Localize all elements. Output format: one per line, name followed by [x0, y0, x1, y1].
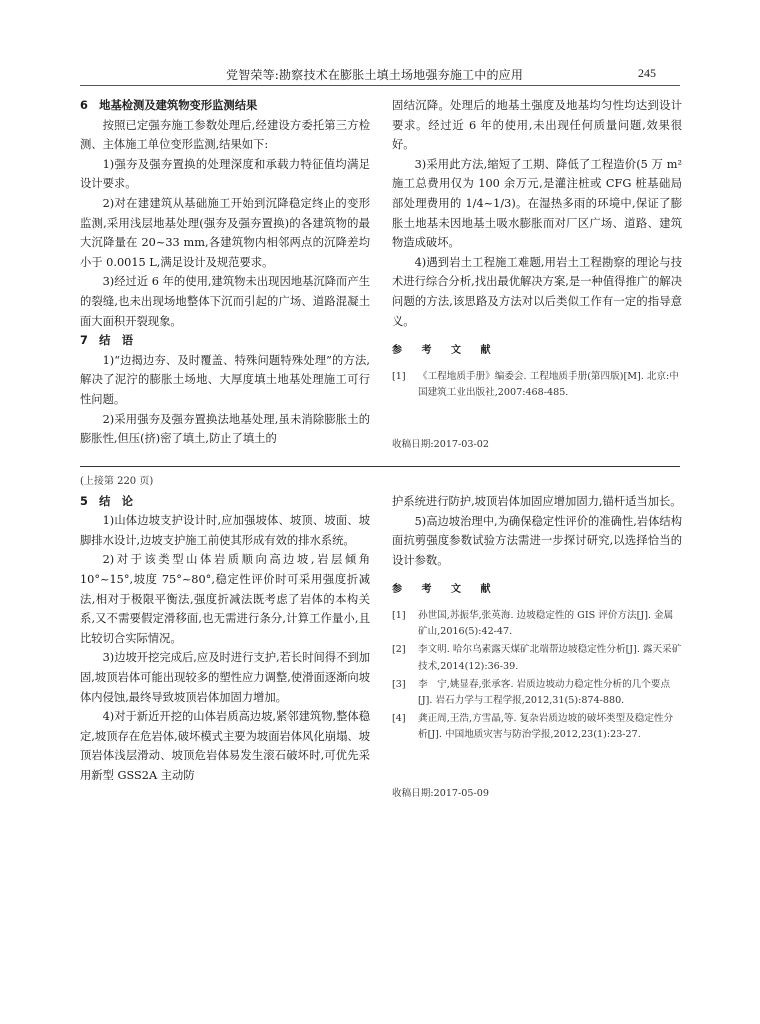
paragraph: 3)经过近 6 年的使用,建筑物未出现因地基沉降而产生的裂缝,也未出现场地整体下沉而引起的广场、道路混凝土面大面积开裂现象。 — [80, 275, 370, 328]
reference-number: [4] — [392, 713, 406, 725]
continued-note: (上接第 220 页) — [80, 476, 154, 487]
paragraph: 4)遇到岩土工程施工难题,用岩土工程勘察的理论与技术进行综合分析,找出最优解决方案,是一种值得推广的解决问题的方法,该思路及方法对以后类似工作有一定的指导意义。 — [392, 255, 682, 328]
running-head — [80, 64, 680, 86]
paragraph: 护系统进行防护,坡顶岩体加固应增加固力,锚杆适当加长。 — [392, 495, 682, 508]
page-number: 245 — [638, 66, 656, 80]
reference-number: [1] — [392, 370, 406, 382]
top-left-column — [80, 96, 370, 449]
received-date: 收稿日期:2017-03-02 — [392, 439, 489, 451]
paragraph: 2)对在建建筑从基础施工开始到沉降稳定终止的变形监测,采用浅层地基处理(强夯及强夯置换)的各建筑物的最大沉降量在 20~33 mm,各建筑物内相邻两点的沉降差均小于 0.0015 L,满足设计及规范要求。 — [80, 196, 370, 269]
paragraph: 3)采用此方法,缩短了工期、降低了工程造价(5 万 m² 施工总费用仅为 100 余万元,是灌注桩或 CFG 桩基础局部处理费用的 1/4~1/3)。在湿热多雨的环境中,保证了膨胀土地基未因地基土吸水膨胀而对厂区广场、道路、建筑物造成破坏。 — [392, 157, 682, 250]
section-heading-6: 6 地基检测及建筑物变形监测结果 — [80, 99, 258, 112]
reference-number: [3] — [392, 678, 406, 690]
section-heading-7: 7 结 语 — [80, 334, 134, 348]
paragraph: 1)“边揭边夯、及时覆盖、特殊问题特殊处理”的方法,解决了泥泞的膨胀土场地、大厚度填土地基处理施工可行性问题。 — [80, 353, 370, 406]
paragraph: 4)对于新近开挖的山体岩质高边坡,紧邻建筑物,整体稳定,坡顶存在危岩体,破坏模式主要为坡面岩体风化崩塌、坡顶岩体浅层滑动、坡顶危岩体易发生滚石破坏时,可优先采用新型 GSS2A 主动防 — [80, 710, 370, 782]
paragraph: 5)高边坡治理中,为确保稳定性评价的准确性,岩体结构面抗剪强度参数试验方法需进一步探讨研究,以选择恰当的设计参数。 — [392, 514, 682, 567]
reference-item — [392, 711, 682, 743]
paragraph: 2)采用强夯及强夯置换法地基处理,虽未消除膨胀土的膨胀性,但压(挤)密了填土,防止了填土的 — [80, 412, 370, 446]
paragraph: 按照已定强夯施工参数处理后,经建设方委托第三方检测、主体施工单位变形监测,结果如下: — [80, 118, 370, 152]
reference-text: 李 宁,姚显春,张承客. 岩质边坡动力稳定性分析的几个要点[J]. 岩石力学与工程学报,2012,31(5):874-880. — [418, 678, 671, 706]
references-title: 参 考 文 献 — [392, 345, 499, 357]
paragraph: 固结沉降。处理后的地基土强度及地基均匀性均达到设计要求。经过近 6 年的使用,未出现任何质量问题,效果很好。 — [392, 99, 682, 152]
reference-item — [392, 369, 682, 401]
reference-text: 龚正周,王浩,方雪晶,等. 复杂岩质边坡的破坏类型及稳定性分析[J]. 中国地质灾害与防治学报,2012,23(1):23-27. — [418, 713, 674, 741]
section-heading-5: 5 结 论 — [80, 494, 134, 508]
reference-text: 孙世国,苏振华,张英海. 边坡稳定性的 GIS 评价方法[J]. 金属矿山,2016(5):42-47. — [418, 609, 674, 638]
paragraph: 1)山体边坡支护设计时,应加强坡体、坡顶、坡面、坡脚排水设计,边坡支护施工前使其形成有效的排水系统。 — [80, 514, 370, 547]
running-title: 党智荣等:勘察技术在膨胀土填土场地强夯施工中的应用 — [226, 68, 524, 82]
bottom-right-column — [392, 492, 682, 803]
bottom-left-column — [80, 472, 370, 786]
reference-text: 李文明. 哈尔乌素露天煤矿北端帮边坡稳定性分析[J]. 露天采矿技术,2014(12):36-39. — [418, 644, 682, 672]
received-date: 收稿日期:2017-05-09 — [392, 787, 489, 799]
reference-item — [392, 608, 682, 640]
article-divider — [80, 466, 680, 467]
reference-item — [392, 677, 682, 709]
top-right-column — [392, 96, 682, 455]
paragraph: 3)边坡开挖完成后,应及时进行支护,若长时间得不到加固,坡顶岩体可能出现较多的塑性应力调整,使滑面逐渐向坡体内侵蚀,最终导致坡顶岩体加固力增加。 — [80, 651, 370, 704]
references-title: 参 考 文 献 — [392, 584, 499, 596]
paragraph: 1)强夯及强夯置换的处理深度和承载力特征值均满足设计要求。 — [80, 157, 370, 191]
reference-text: 《工程地质手册》编委会. 工程地质手册(第四版)[M]. 北京:中国建筑工业出版社,2007:468-485. — [418, 370, 679, 398]
paragraph: 2)对于该类型山体岩质顺向高边坡,岩层倾角 10°~15°,坡度 75°~80°,稳定性评价时可采用强度折减法,相对于极限平衡法,强度折减法既考虑了岩体的本构关系,又不需要假定滑移面,也无需进行条分,计算工作量小,且比较切合实际情况。 — [80, 553, 370, 645]
reference-item — [392, 642, 682, 674]
reference-number: [1] — [392, 609, 406, 621]
reference-number: [2] — [392, 644, 406, 656]
